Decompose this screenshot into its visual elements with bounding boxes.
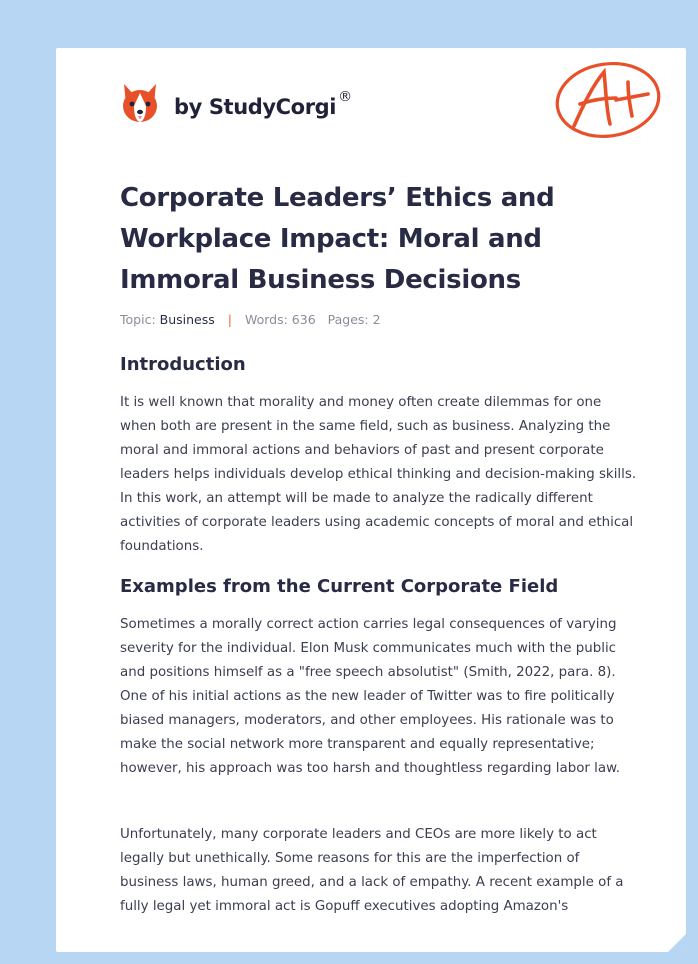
topic-label: Topic: xyxy=(120,312,156,327)
document-meta xyxy=(120,312,381,327)
registered-mark: ® xyxy=(338,89,352,105)
section-heading-examples: Examples from the Current Corporate Field xyxy=(120,576,559,597)
topic-link[interactable]: Business xyxy=(159,312,215,327)
grade-badge xyxy=(552,60,664,146)
meta-separator: | xyxy=(227,312,232,327)
pages-count: 2 xyxy=(372,312,381,327)
corgi-logo-icon xyxy=(120,82,160,126)
paragraph-examples-1: Sometimes a morally correct action carries legal consequences of varying severity for the individual. Elon Musk communicates much with the public and positions himself as a "free speech absolutist" (Smith, 2022, para. 8). One of his initial actions as the new leader of Twitter was to fire politically biased managers, moderators, and other employees. His rationale was to make the social network more transparent and equally representative; however, his approach was too harsh and thoughtless regarding labor law. xyxy=(120,617,621,776)
words-count: 636 xyxy=(291,312,316,327)
brand-logo[interactable] xyxy=(120,76,352,132)
paragraph-examples-2: Unfortunately, many corporate leaders and CEOs are more likely to act legally but unethically. Some reasons for this are the imperfection of business laws, human greed, and a lack of empathy. A recent example of a fully legal yet immoral act is Gopuff executives adopting Amazon's xyxy=(120,827,624,914)
document-page xyxy=(56,48,686,952)
paragraph-introduction: It is well known that morality and money often create dilemmas for one when both are present in the same field, such as business. Analyzing the moral and immoral actions and behaviors of past and present corporate leaders helps individuals develop ethical thinking and decision-making skills. In this work, an attempt will be made to analyze the radically different activities of corporate leaders using academic concepts of moral and ethical foundations. xyxy=(120,395,637,554)
section-heading-introduction: Introduction xyxy=(120,354,246,375)
pages-label: Pages: xyxy=(327,312,369,327)
page-corner xyxy=(668,934,686,952)
a-plus-icon xyxy=(552,60,664,142)
words-label: Words: xyxy=(244,312,288,327)
brand-name: by StudyCorgi ® xyxy=(174,89,352,119)
document-title: Corporate Leaders’ Ethics and Workplace Impact: Moral and Immoral Business Decisions xyxy=(120,183,555,295)
header xyxy=(120,76,640,146)
